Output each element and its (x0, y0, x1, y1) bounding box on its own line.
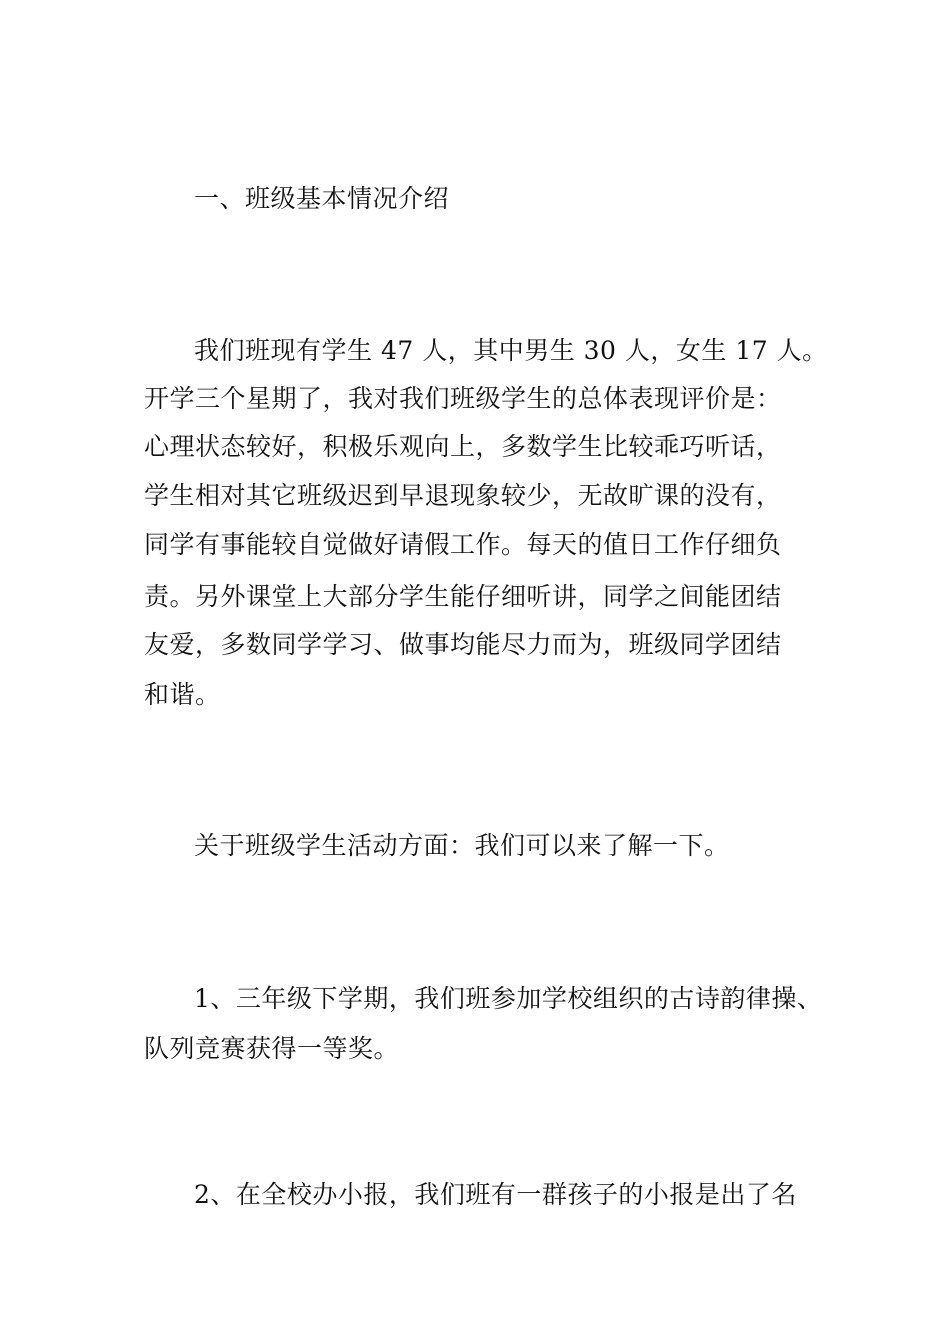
paragraph-line: 同学有事能较自觉做好请假工作。每天的值日工作仔细负 (144, 530, 782, 559)
list-item-line: 队列竞赛获得一等奖。 (144, 1034, 400, 1063)
paragraph-line: 学生相对其它班级迟到早退现象较少，无故旷课的没有， (144, 481, 782, 510)
list-item-line: 1、三年级下学期，我们班参加学校组织的古诗韵律操、 (194, 984, 823, 1013)
paragraph-line: 关于班级学生活动方面：我们可以来了解一下。 (194, 831, 730, 860)
paragraph-line: 责。另外课堂上大部分学生能仔细听讲，同学之间能团结 (144, 582, 782, 611)
paragraph-line: 心理状态较好，积极乐观向上，多数学生比较乖巧听话， (144, 432, 782, 461)
paragraph-line: 和谐。 (144, 680, 221, 709)
paragraph-line: 我们班现有学生 47 人，其中男生 30 人，女生 17 人。 (194, 336, 828, 365)
paragraph-line: 友爱，多数同学学习、做事均能尽力而为，班级同学团结 (144, 630, 782, 659)
section-heading: 一、班级基本情况介绍 (194, 184, 450, 213)
paragraph-line: 开学三个星期了，我对我们班级学生的总体表现评价是： (144, 384, 782, 413)
list-item-line: 2、在全校办小报，我们班有一群孩子的小报是出了名 (194, 1180, 797, 1209)
